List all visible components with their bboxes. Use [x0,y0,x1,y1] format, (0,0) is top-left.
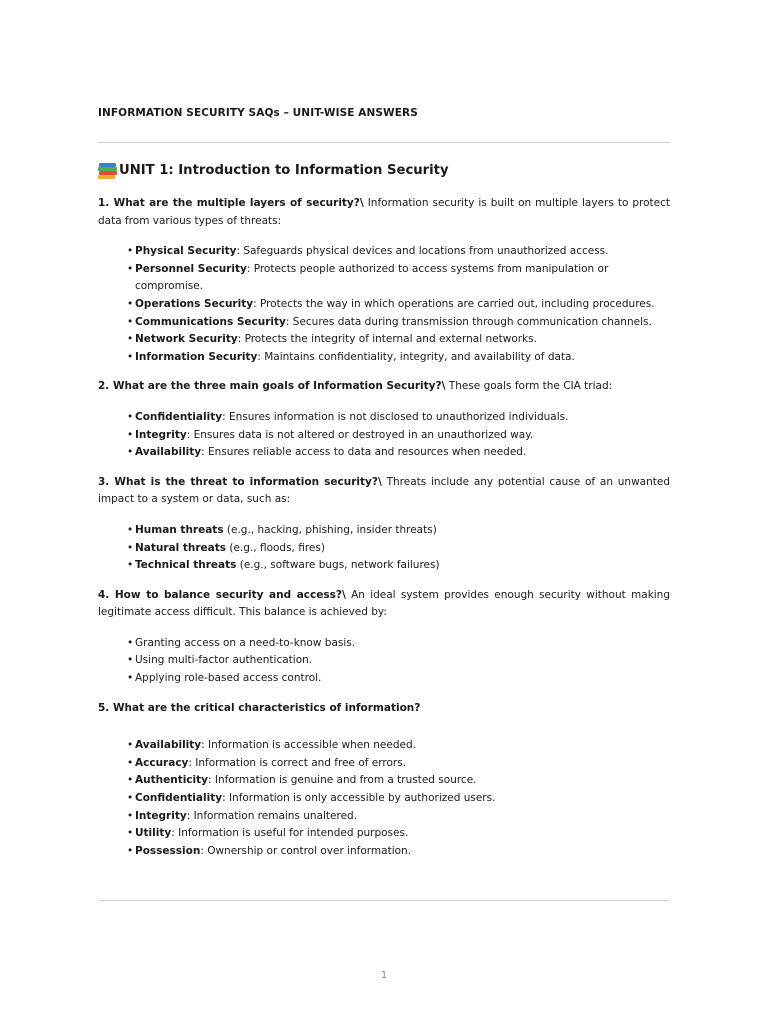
books-emoji-icon [98,162,118,178]
list-item-desc: : Information remains unaltered. [186,809,358,822]
list-item-term: Availability [135,446,202,459]
list-item-term: Network Security [135,333,238,346]
list-item-term: Technical threats [135,559,237,572]
list-item [127,808,670,826]
list-item-desc: : Information is correct and free of errors. [188,756,407,769]
question-block-3 [98,474,670,509]
question-text: 2. What are the three main goals of Information Security?\ [98,380,446,393]
list-item-desc: : Information is accessible when needed. [201,739,416,752]
question-block-2 [98,378,670,396]
list-item [127,670,670,688]
list-item [127,261,670,296]
question-intro: These goals form the CIA triad: [445,380,613,393]
list-item-desc: : Information is only accessible by authorized users. [222,792,496,805]
list-item-desc: : Safeguards physical devices and locations from unauthorized access. [236,245,609,258]
answer-list-3 [98,522,670,575]
answer-list-1 [98,243,670,366]
list-item [127,843,670,861]
list-item-desc: (e.g., software bugs, network failures) [236,559,440,572]
list-item [127,737,670,755]
list-item-term: Operations Security [135,297,254,310]
list-item-desc: : Ensures data is not altered or destroyed in an unauthorized way. [186,428,534,441]
list-item [127,444,670,462]
list-item-desc: (e.g., hacking, phishing, insider threats) [223,523,437,536]
list-item [127,635,670,653]
list-item-desc: : Maintains confidentiality, integrity, and availability of data. [257,350,575,363]
questions-container [98,195,670,872]
question-intro: Threats include any potential cause of an unwanted impact to a system or data, such as: [98,475,670,506]
list-item-term: Physical Security [135,245,237,258]
list-item-term: Availability [135,739,202,752]
list-item [127,755,670,773]
list-item [127,427,670,445]
list-item-term: Personnel Security [135,262,247,275]
question-block-4 [98,587,670,622]
list-item-term: Information Security [135,350,258,363]
list-item-term: Communications Security [135,315,286,328]
answer-list-5 [98,737,670,860]
list-item-term: Integrity [135,809,187,822]
list-item-desc: : Protects the way in which operations are carried out, including procedures. [253,297,655,310]
answer-list-4 [98,635,670,688]
list-item-desc: : Secures data during transmission through communication channels. [285,315,652,328]
list-item-desc: : Protects the integrity of internal and external networks. [237,333,537,346]
unit-heading-text: UNIT 1: Introduction to Information Security [119,162,449,178]
list-item-term: Human threats [135,523,224,536]
list-item-term: Integrity [135,428,187,441]
question-text: 3. What is the threat to information security?\ [98,475,382,488]
list-item-term: Confidentiality [135,792,223,805]
list-item-term: Natural threats [135,541,227,554]
document-title: INFORMATION SECURITY SAQs – UNIT-WISE ANSWERS [98,107,418,119]
unit-heading [98,162,449,178]
question-block-1 [98,195,670,230]
list-item-desc: : Protects people authorized to access systems from manipulation or compromise. [135,262,609,293]
list-item-desc: : Information is useful for intended purposes. [171,827,409,840]
list-item-desc: : Ownership or control over information. [200,844,412,857]
list-item [127,790,670,808]
list-item-desc: : Information is genuine and from a trusted source. [208,774,477,787]
list-item-desc: (e.g., floods, fires) [226,541,325,554]
list-item-desc: Applying role-based access control. [135,672,322,685]
top-divider [98,142,670,143]
question-text: 1. What are the multiple layers of security?\ [98,197,364,209]
list-item [127,349,670,367]
list-item [127,540,670,558]
list-item-term: Utility [135,827,172,840]
list-item-desc: : Ensures information is not disclosed to unauthorized individuals. [222,410,569,423]
question-intro: An ideal system provides enough security without making legitimate access difficult. This balance is achieved by: [98,588,671,619]
list-item-desc: Using multi-factor authentication. [135,654,313,667]
list-item [127,409,670,427]
bottom-divider [98,900,670,901]
question-text: 4. How to balance security and access?\ [98,588,346,601]
question-text: 5. What are the critical characteristics of information? [98,701,421,714]
list-item-term: Possession [135,844,201,857]
page-number: 1 [380,970,388,981]
list-item [127,296,670,314]
question-block-5 [98,700,670,718]
list-item-term: Accuracy [135,756,189,769]
list-item-term: Authenticity [135,774,208,787]
list-item [127,557,670,575]
list-item [127,331,670,349]
list-item-desc: : Ensures reliable access to data and resources when needed. [201,446,527,459]
list-item [127,825,670,843]
list-item-term: Confidentiality [135,410,223,423]
list-item [127,522,670,540]
answer-list-2 [98,409,670,462]
list-item [127,772,670,790]
list-item [127,314,670,332]
list-item-desc: Granting access on a need-to-know basis. [135,636,356,649]
question-intro: Information security is built on multiple layers to protect data from various types of threats: [98,197,671,227]
list-item [127,243,670,261]
list-item [127,652,670,670]
